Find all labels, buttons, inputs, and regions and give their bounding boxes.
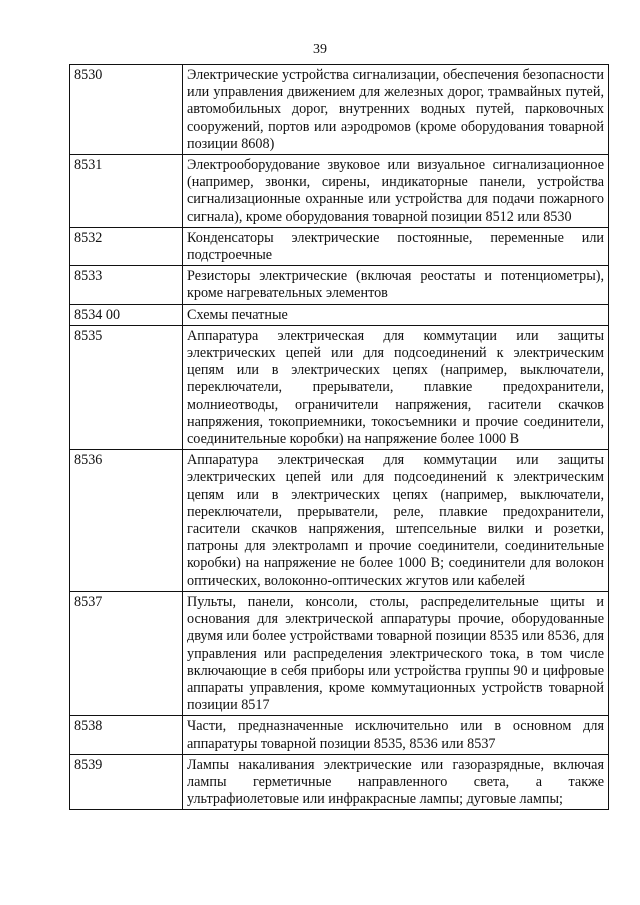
tariff-code-table	[69, 64, 609, 810]
table-row	[70, 304, 609, 325]
page-number: 39	[313, 42, 327, 57]
description-cell: Лампы накаливания электрические или газоразрядные, включая лампы герметичные направленного света, а также ультрафиолетовые или инфракрасные лампы; дуговые лампы;	[183, 754, 609, 810]
description-cell: Пульты, панели, консоли, столы, распределительные щиты и основания для электрической аппаратуры прочие, оборудованные двумя или более устройствами товарной позиции 8535 или 8536, для управления или распределения электрического тока, в том числе включающие в себя приборы или устройства группы 90 и цифровые аппараты управления, кроме коммутационных устройств товарной позиции 8517	[183, 591, 609, 715]
description-cell: Электрооборудование звуковое или визуальное сигнализационное (например, звонки, сирены, индикаторные панели, устройства сигнализационные охранные или устройства для подачи пожарного сигнала), кроме оборудования товарной позиции 8512 или 8530	[183, 155, 609, 228]
description-cell: Электрические устройства сигнализации, обеспечения безопасности или управления движением для железных дорог, трамвайных путей, автомобильных дорог, внутренних водных путей, парковочных сооружений, портов или аэродромов (кроме оборудования товарной позиции 8608)	[183, 65, 609, 155]
table-row	[70, 450, 609, 592]
table-row	[70, 65, 609, 155]
table-row	[70, 716, 609, 754]
code-cell: 8536	[70, 450, 183, 592]
table-row	[70, 266, 609, 304]
table-row	[70, 325, 609, 449]
description-cell: Аппаратура электрическая для коммутации или защиты электрических цепей или для подсоединений к электрическим цепям или в электрических цепях (например, выключатели, переключатели, прерыватели, реле, плавкие предохранители, гасители скачков напряжения, штепсельные вилки и розетки, патроны для электроламп и прочие соединители, соединительные коробки) на напряжение не более 1000 В; соединители для волокон оптических, волоконно-оптических жгутов или кабелей	[183, 450, 609, 592]
description-cell: Части, предназначенные исключительно или в основном для аппаратуры товарной позиции 8535, 8536 или 8537	[183, 716, 609, 754]
description-cell: Резисторы электрические (включая реостаты и потенциометры), кроме нагревательных элементов	[183, 266, 609, 304]
code-cell: 8533	[70, 266, 183, 304]
code-cell: 8532	[70, 227, 183, 265]
code-cell: 8531	[70, 155, 183, 228]
table-row	[70, 227, 609, 265]
description-cell: Схемы печатные	[183, 304, 609, 325]
code-cell: 8539	[70, 754, 183, 810]
table-row	[70, 591, 609, 715]
code-cell: 8530	[70, 65, 183, 155]
code-cell: 8534 00	[70, 304, 183, 325]
description-cell: Конденсаторы электрические постоянные, переменные или подстроечные	[183, 227, 609, 265]
table-row	[70, 155, 609, 228]
code-cell: 8538	[70, 716, 183, 754]
code-cell: 8537	[70, 591, 183, 715]
code-cell: 8535	[70, 325, 183, 449]
table-row	[70, 754, 609, 810]
description-cell: Аппаратура электрическая для коммутации или защиты электрических цепей или для подсоединений к электрическим цепям или в электрических цепях (например, выключатели, переключатели, прерыватели, плавкие предохранители, молниеотводы, ограничители напряжения, гасители скачков напряжения, токоприемники, токосъемники и прочие соединители, соединительные коробки) на напряжение более 1000 В	[183, 325, 609, 449]
